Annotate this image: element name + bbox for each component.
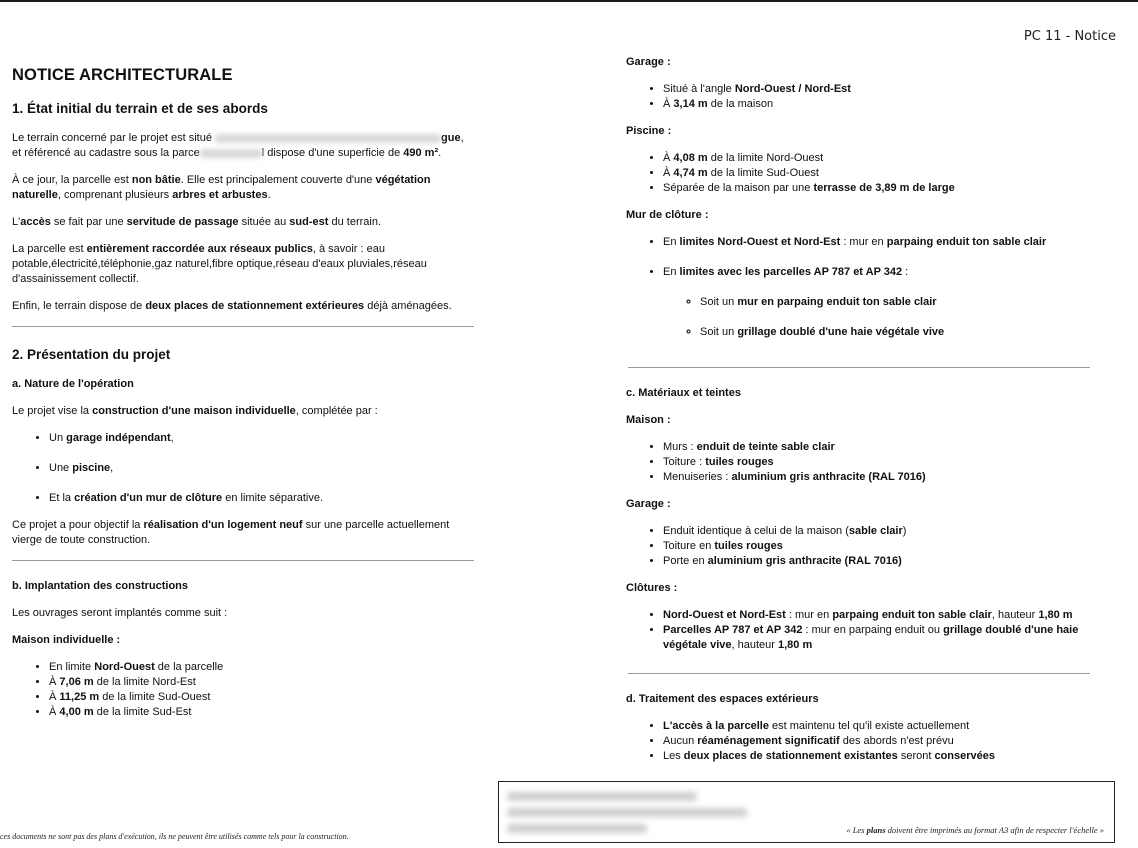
- list-item: • Situé à l'angle Nord-Ouest / Nord-Est: [663, 82, 1092, 97]
- c-clotures-heading: Clôtures :: [626, 582, 678, 594]
- list-item: • Toiture en tuiles rouges: [663, 539, 1092, 554]
- document-reference: PC 11 - Notice: [1023, 29, 1116, 44]
- paragraph-terrain-location: Le terrain concerné par le projet est situé gue, et référencé au cadastre sous la parce l dispose d'une superficie de 490 m².: [12, 132, 464, 159]
- piscine-implantation-list: [626, 151, 1092, 196]
- subsection-a-heading: a. Nature de l'opération: [12, 378, 134, 390]
- redacted-line: [507, 792, 697, 801]
- maison-implantation-list: [12, 660, 474, 720]
- footer-disclaimer: ces documents ne sont pas des plans d'exécution, ils ne peuvent être utilisés comme tels pour la construction.: [0, 832, 349, 841]
- c-maison-heading: Maison :: [626, 414, 671, 426]
- list-item: • L'accès à la parcelle est maintenu tel qu'il existe actuellement: [663, 719, 1092, 734]
- list-item: • En limites Nord-Ouest et Nord-Est : mur en parpaing enduit ton sable clair: [663, 235, 1092, 250]
- c-garage-heading: Garage :: [626, 498, 671, 510]
- list-item: • Les deux places de stationnement existantes seront conservées: [663, 749, 1092, 764]
- section-divider: [628, 367, 1090, 368]
- list-item: • À 4,74 m de la limite Sud-Ouest: [663, 166, 1092, 181]
- mur-sublist: [663, 295, 1092, 340]
- list-item: • Séparée de la maison par une terrasse de 3,89 m de large: [663, 181, 1092, 196]
- list-item: • Murs : enduit de teinte sable clair: [663, 440, 1092, 455]
- list-item: • Un garage indépendant,: [49, 431, 474, 446]
- list-item: ◦ Soit un grillage doublé d'une haie végétale vive: [700, 325, 1092, 340]
- right-column: [626, 55, 1092, 776]
- subsection-c-heading: c. Matériaux et teintes: [626, 387, 741, 399]
- mur-list: [626, 235, 1092, 340]
- section-divider: [628, 673, 1090, 674]
- left-column: [12, 64, 474, 732]
- piscine-heading: Piscine :: [626, 125, 672, 137]
- list-item: • À 7,06 m de la limite Nord-Est: [49, 675, 474, 690]
- paragraph-terrain-state: À ce jour, la parcelle est non bâtie. Elle est principalement couverte d'une végétation naturelle, comprenant plusieurs arbres et arbustes.: [12, 174, 431, 201]
- list-item: • À 4,08 m de la limite Nord-Ouest: [663, 151, 1092, 166]
- paragraph-project-objective: Ce projet a pour objectif la réalisation d'un logement neuf sur une parcelle actuellement vierge de toute construction.: [12, 519, 450, 546]
- d-list: [626, 719, 1092, 764]
- list-item: • À 11,25 m de la limite Sud-Ouest: [49, 690, 474, 705]
- list-item: • À 4,00 m de la limite Sud-Est: [49, 705, 474, 720]
- list-item: • Et la création d'un mur de clôture en limite séparative.: [49, 491, 474, 506]
- garage-implantation-list: [626, 82, 1092, 112]
- redacted-address: [215, 134, 441, 143]
- subsection-b-heading: b. Implantation des constructions: [12, 580, 189, 592]
- print-format-note: « Les plans doivent être imprimés au format A3 afin de respecter l'échelle »: [846, 825, 1104, 835]
- list-item: ◦ Soit un mur en parpaing enduit ton sable clair: [700, 295, 1092, 310]
- project-components-list: [12, 431, 474, 506]
- paragraph-implantation-intro: Les ouvrages seront implantés comme suit :: [12, 607, 228, 619]
- paragraph-project-intro: Le projet vise la construction d'une maison individuelle, complétée par :: [12, 405, 378, 417]
- list-item: • En limite Nord-Ouest de la parcelle: [49, 660, 474, 675]
- list-item: • Aucun réaménagement significatif des abords n'est prévu: [663, 734, 1092, 749]
- paragraph-access: L'accès se fait par une servitude de passage située au sud-est du terrain.: [12, 216, 382, 228]
- list-item: • Enduit identique à celui de la maison (sable clair): [663, 524, 1092, 539]
- mur-heading: Mur de clôture :: [626, 209, 709, 221]
- section-2-heading: 2. Présentation du projet: [12, 347, 171, 362]
- redacted-line: [507, 808, 747, 817]
- list-item: • À 3,14 m de la maison: [663, 97, 1092, 112]
- paragraph-networks: La parcelle est entièrement raccordée aux réseaux publics, à savoir : eau potable,électricité,téléphonie,gaz naturel,fibre optique,réseau d'eaux pluviales,réseau d'assainissement collectif.: [12, 243, 427, 285]
- redacted-line: [507, 824, 647, 833]
- c-clotures-list: [626, 608, 1092, 653]
- c-garage-list: [626, 524, 1092, 569]
- page-top-border: [0, 0, 1138, 2]
- c-maison-list: [626, 440, 1092, 485]
- list-item: • En limites avec les parcelles AP 787 et AP 342 : ◦ Soit un mur en parpaing enduit ton sable clair ◦ Soit un grillage doublé d'une haie végétale vive: [663, 265, 1092, 340]
- redacted-parcel: [200, 149, 262, 158]
- section-divider: [12, 326, 474, 327]
- maison-heading: Maison individuelle :: [12, 634, 121, 646]
- list-item: • Une piscine,: [49, 461, 474, 476]
- subsection-d-heading: d. Traitement des espaces extérieurs: [626, 693, 819, 705]
- section-divider: [12, 560, 474, 561]
- list-item: • Parcelles AP 787 et AP 342 : mur en parpaing enduit ou grillage doublé d'une haie végétale vive, hauteur 1,80 m: [663, 623, 1092, 653]
- section-1-heading: 1. État initial du terrain et de ses abords: [12, 101, 268, 116]
- list-item: • Porte en aluminium gris anthracite (RAL 7016): [663, 554, 1092, 569]
- list-item: • Menuiseries : aluminium gris anthracite (RAL 7016): [663, 470, 1092, 485]
- list-item: • Toiture : tuiles rouges: [663, 455, 1092, 470]
- title-block: [498, 781, 1115, 843]
- paragraph-parking: Enfin, le terrain dispose de deux places de stationnement extérieures déjà aménagées.: [12, 300, 452, 312]
- list-item: • Nord-Ouest et Nord-Est : mur en parpaing enduit ton sable clair, hauteur 1,80 m: [663, 608, 1092, 623]
- garage-heading: Garage :: [626, 56, 671, 68]
- document-title: NOTICE ARCHITECTURALE: [12, 66, 233, 84]
